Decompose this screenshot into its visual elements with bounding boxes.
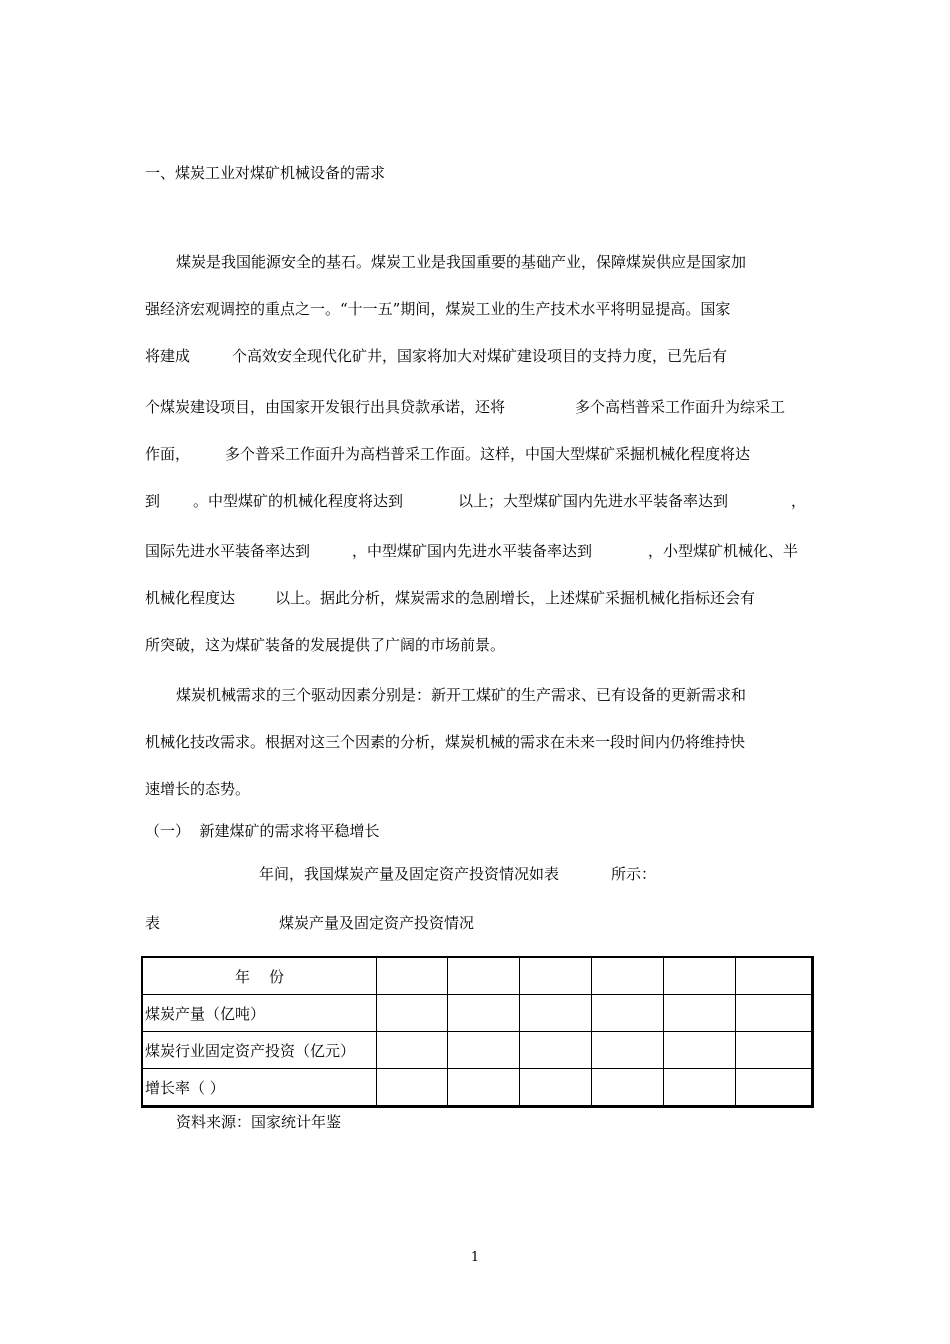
table-row — [142, 1032, 813, 1069]
paragraph-2-line-1: 煤炭机械需求的三个驱动因素分别是：新开工煤矿的生产需求、已有设备的更新需求和 — [176, 686, 747, 704]
paragraph-1-line-9: 所突破，这为煤矿装备的发展提供了广阔的市场前景。 — [145, 636, 506, 654]
table-row — [142, 1069, 813, 1107]
data-table — [141, 956, 814, 1108]
text-segment: ，中型煤矿国内先进水平装备率达到 — [352, 542, 593, 560]
row-header-output: 煤炭产量（亿吨） — [142, 995, 377, 1032]
table-cell — [520, 1069, 592, 1107]
heading: 一、煤炭工业对煤矿机械设备的需求 — [145, 164, 386, 182]
row-header-growth: 增长率（ ） — [142, 1069, 377, 1107]
text-segment: 年间，我国煤炭产量及固定资产投资情况如表 — [259, 865, 560, 883]
text-segment: 以上；大型煤矿国内先进水平装备率达到 — [458, 492, 729, 510]
text-segment: 作面， — [145, 445, 191, 463]
table-row — [142, 957, 813, 995]
table-row — [142, 995, 813, 1032]
table-cell — [664, 957, 736, 995]
text-segment: 多个普采工作面升为高档普采工作面。这样，中国大型煤矿采掘机械化程度将达 — [225, 445, 751, 463]
paragraph-1-line-2: 强经济宏观调控的重点之一。“十一五”期间，煤炭工业的生产技术水平将明显提高。国家 — [145, 300, 731, 318]
table-cell — [664, 995, 736, 1032]
table-cell — [520, 995, 592, 1032]
page-number: 1 — [470, 1250, 480, 1265]
text-segment: 到 — [145, 492, 161, 510]
text-segment: 所示： — [611, 865, 657, 883]
text-segment: ，小型煤矿机械化、半 — [648, 542, 799, 560]
text-segment: 多个高档普采工作面升为综采工 — [575, 398, 786, 416]
table-cell — [736, 995, 813, 1032]
text-segment: 以上。据此分析，煤炭需求的急剧增长，上述煤矿采掘机械化指标还会有 — [275, 589, 756, 607]
table-cell — [592, 995, 664, 1032]
table-cell — [592, 1032, 664, 1069]
paragraph-1-line-1: 煤炭是我国能源安全的基石。煤炭工业是我国重要的基础产业，保障煤炭供应是国家加 — [176, 253, 747, 271]
text-segment: 个高效安全现代化矿井，国家将加大对煤矿建设项目的支持力度，已先后有 — [232, 347, 728, 365]
table-cell — [377, 1032, 448, 1069]
row-header-investment: 煤炭行业固定资产投资（亿元） — [142, 1032, 377, 1069]
table-cell — [736, 957, 813, 995]
table-cell — [377, 995, 448, 1032]
table-caption-label: 表 — [145, 914, 161, 932]
text-segment: 个煤炭建设项目，由国家开发银行出具贷款承诺，还将 — [145, 398, 506, 416]
table-cell — [736, 1032, 813, 1069]
paragraph-2-line-2: 机械化技改需求。根据对这三个因素的分析，煤炭机械的需求在未来一段时间内仍将维持快 — [145, 733, 746, 751]
table-cell — [520, 1032, 592, 1069]
row-header-year: 年 份 — [142, 957, 377, 995]
table-cell — [377, 957, 448, 995]
text-segment: 国际先进水平装备率达到 — [145, 542, 311, 560]
table-cell — [448, 1069, 520, 1107]
table-cell — [592, 1069, 664, 1107]
subheading: （一） 新建煤矿的需求将平稳增长 — [145, 822, 380, 840]
table-cell — [448, 995, 520, 1032]
table-cell — [664, 1069, 736, 1107]
table-cell — [664, 1032, 736, 1069]
table-cell — [592, 957, 664, 995]
text-segment: 机械化程度达 — [145, 589, 236, 607]
table-cell — [736, 1069, 813, 1107]
table-cell — [448, 957, 520, 995]
table-cell — [448, 1032, 520, 1069]
text-segment: 将建成 — [145, 347, 191, 365]
text-segment: ， — [791, 492, 807, 510]
table-caption-title: 煤炭产量及固定资产投资情况 — [279, 914, 475, 932]
text-segment: 。中型煤矿的机械化程度将达到 — [193, 492, 404, 510]
table-source: 资料来源：国家统计年鉴 — [176, 1113, 342, 1131]
table-cell — [520, 957, 592, 995]
paragraph-2-line-3: 速增长的态势。 — [145, 780, 251, 798]
table-cell — [377, 1069, 448, 1107]
